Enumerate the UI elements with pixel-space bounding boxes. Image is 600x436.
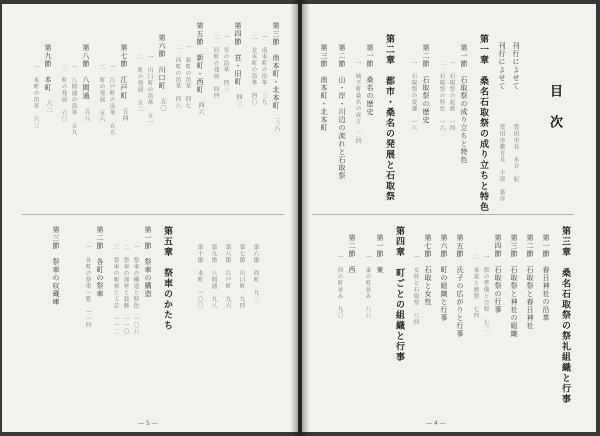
toc-subentry: 第八節 江戸町 九六 <box>224 244 231 309</box>
toc-entry: 第六節 町の組織と行事 <box>440 234 448 322</box>
toc-entry: 第三節 南本町・北本町 <box>320 44 328 132</box>
toc-subentry: 二 西町の沿革 四八 <box>174 44 181 109</box>
toc-subentry: 第七節 川口町 九四 <box>238 244 245 309</box>
preface-author: 豊田市長 水谷 紀 <box>512 124 519 183</box>
toc-entry: 第二節 山・岸・川辺の流れと石取祭 <box>338 44 346 180</box>
toc-subentry: 三 祭車の彫刻と工芸 一一二 <box>112 244 119 335</box>
toc-entry: 第八節 八間通 五八 <box>82 44 90 122</box>
chapter-heading: 第二章 都市・桑名の発展と石取祭 <box>384 34 394 202</box>
toc-entry: 第三節 石取祭と神社の組織 <box>510 234 518 338</box>
right-page <box>302 4 596 432</box>
toc-subentry: 二 祭車の部材と装飾 一一〇 <box>122 244 129 335</box>
toc-entry: 第九節 本町 六二 <box>44 44 52 114</box>
toc-subentry: 二 旧町の発展 四四 <box>212 34 219 99</box>
toc-subentry: 一 川口町の沿革 五一 <box>146 54 153 126</box>
toc-subentry: 一 石取祭の変遷 一八 <box>410 60 417 132</box>
tier-divider <box>22 214 284 215</box>
preface-entry: 刊行によせて <box>512 42 520 90</box>
toc-entry: 第二節 石取祭の歴史 <box>422 44 430 124</box>
toc-entry: 第二節 西 <box>348 234 356 274</box>
tier-divider <box>312 214 574 215</box>
toc-subentry: 一 東の町並み 八八 <box>364 254 371 319</box>
toc-subentry: 一 城下町桑名の成立 二四 <box>354 60 361 145</box>
toc-entry: 第一節 東 <box>376 234 384 274</box>
toc-subentry: 一 石取祭の起源 一四 <box>448 60 455 132</box>
toc-subentry: 二 石取祭の特色 一六 <box>438 60 445 132</box>
toc-subentry: 二 本楽と渡祭 七四 <box>472 254 479 319</box>
toc-subentry: 一 祭車の構造と特色 一〇八 <box>132 244 139 335</box>
toc-subentry: 一 西の町並み 九〇 <box>336 254 343 319</box>
toc-entry: 第一節 石取祭の成り立ちと特色 <box>460 44 468 164</box>
toc-entry: 第三節 南本町・北本町 三八 <box>272 22 280 132</box>
toc-subentry: 二 町の発展 五六 <box>98 64 105 123</box>
toc-subentry: 一 女性と石取祭 八四 <box>412 254 419 326</box>
toc-entry: 第三節 祭車の収蔵庫 <box>52 226 60 306</box>
preface-author: 豊田市教育長 小津 嘉彦 <box>498 124 505 202</box>
chapter-heading: 第四章 町ごとの組織と行事 <box>394 226 404 363</box>
toc-subentry: 第九節 八間通 九八 <box>210 244 217 309</box>
toc-entry: 第一節 祭車の構造 <box>144 226 152 298</box>
toc-subentry: 一 南本町の沿革 三九 <box>260 34 267 106</box>
toc-entry: 第一節 春日神社の沿革 <box>542 234 550 322</box>
toc-entry: 第二節 各町の祭車 <box>96 226 104 298</box>
toc-subentry: 一 新町の沿革 四七 <box>184 44 191 109</box>
toc-title: 目次 <box>547 84 562 146</box>
toc-subentry: 一 各町の祭車一覧 一一四 <box>84 244 91 329</box>
toc-subentry: 一 宮の沿革 四三 <box>222 34 229 93</box>
toc-subentry: 一 本町の沿革 六三 <box>32 64 39 129</box>
chapter-heading: 第五章 祭車のかたち <box>162 226 172 331</box>
toc-subentry: 一 江戸町の沿革 五五 <box>108 64 115 136</box>
chapter-heading: 第三章 桑名石取祭の祭礼組織と行事 <box>560 226 570 405</box>
toc-entry: 第七節 江戸町 五四 <box>120 44 128 122</box>
page-number: ― 5 ― <box>138 420 158 427</box>
toc-subentry: 第十節 本町 一〇〇 <box>196 244 203 309</box>
toc-subentry: 二 北本町の沿革 四〇 <box>250 34 257 106</box>
toc-entry: 第四節 宮・旧町 四二 <box>234 22 242 108</box>
toc-subentry: 一 八間通の沿革 五九 <box>70 64 77 136</box>
left-page <box>2 4 298 432</box>
toc-subentry: 二 町の発展 五二 <box>136 54 143 113</box>
toc-entry: 第五節 氏子の広がりと行事 <box>456 234 464 338</box>
chapter-heading: 第一章 桑名石取祭の成り立ちと特色 <box>478 34 488 213</box>
toc-entry: 第六節 川口町 五〇 <box>158 34 166 112</box>
preface-entry: 刊行によせて <box>498 42 506 90</box>
toc-entry: 第四節 石取祭の行事 <box>494 234 502 314</box>
toc-entry: 第二節 石取祭と春日神社 <box>526 234 534 330</box>
toc-entry: 第七節 石取と女性 <box>424 234 432 306</box>
toc-subentry: 二 町の発展 六〇 <box>60 64 67 123</box>
page-number: ― 4 ― <box>426 420 446 427</box>
toc-subentry: 一 祭の準備と日程 七二 <box>482 254 489 332</box>
toc-entry: 第一節 桑名の歴史 <box>366 44 374 116</box>
toc-entry: 第五節 新町・西町 四六 <box>196 22 204 116</box>
toc-subentry: 第六節 西町 九二 <box>252 244 259 303</box>
